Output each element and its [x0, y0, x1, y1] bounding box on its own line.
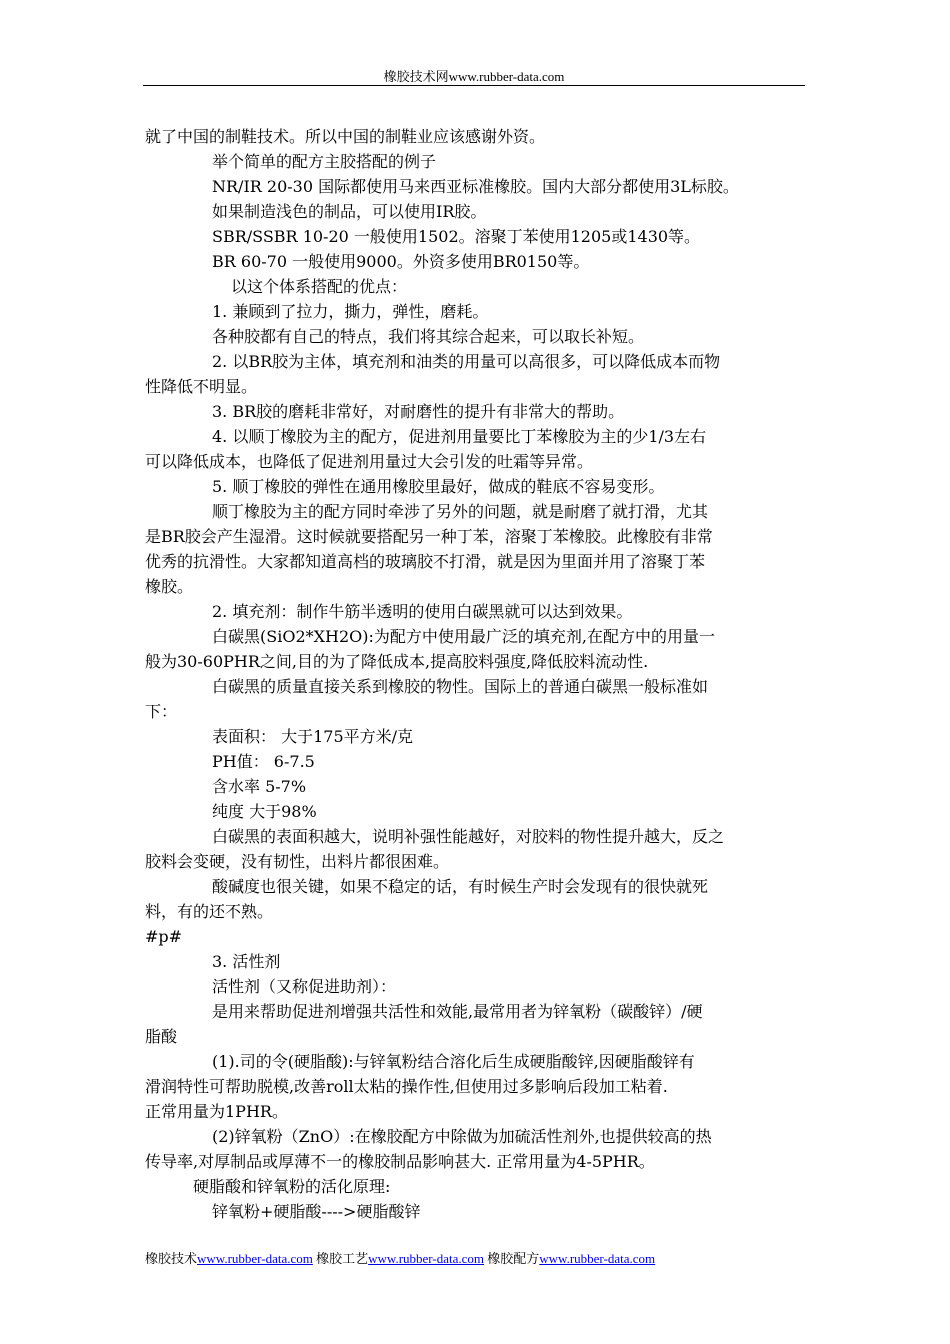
- text-line: 酸碱度也很关键，如果不稳定的话，有时候生产时会发现有的很快就死: [212, 877, 709, 896]
- text-line: 1. 兼顾到了拉力，撕力，弹性，磨耗。: [212, 302, 489, 321]
- text-line: 以这个体系搭配的优点：: [231, 277, 408, 296]
- text-line: 正常用量为1PHR。: [145, 1102, 288, 1121]
- text-line: 表面积： 大于175平方米/克: [212, 727, 414, 746]
- text-line: (1).司的令(硬脂酸):与锌氧粉结合溶化后生成硬脂酸锌,因硬脂酸锌有: [212, 1052, 695, 1071]
- text-line: (2)锌氧粉（ZnO）:在橡胶配方中除做为加硫活性剂外,也提供较高的热: [212, 1127, 712, 1146]
- text-line: 性降低不明显。: [145, 377, 258, 396]
- text-line: SBR/SSBR 10-20 一般使用1502。溶聚丁苯使用1205或1430等。: [212, 227, 701, 246]
- text-line: BR 60-70 一般使用9000。外资多使用BR0150等。: [212, 252, 590, 271]
- text-line: 硬脂酸和锌氧粉的活化原理:: [193, 1177, 391, 1196]
- text-line: 脂酸: [145, 1027, 178, 1046]
- text-line: 就了中国的制鞋技术。所以中国的制鞋业应该感谢外资。: [145, 127, 546, 146]
- text-line: 锌氧粉+硬脂酸---->硬脂酸锌: [212, 1202, 421, 1221]
- text-line: 下：: [145, 702, 178, 721]
- text-line: 传导率,对厚制品或厚薄不一的橡胶制品影响甚大. 正常用量为4-5PHR。: [145, 1152, 655, 1171]
- footer-label: 橡胶配方: [487, 1251, 540, 1266]
- text-line: 2. 填充剂：制作牛筋半透明的使用白碳黑就可以达到效果。: [212, 602, 633, 621]
- text-line: 4. 以顺丁橡胶为主的配方，促进剂用量要比丁苯橡胶为主的少1/3左右: [212, 427, 707, 446]
- text-line: #p#: [145, 927, 183, 946]
- text-line: 可以降低成本，也降低了促进剂用量过大会引发的吐霜等异常。: [145, 452, 594, 471]
- text-line: 滑润特性可帮助脱模,改善roll太粘的操作性,但使用过多影响后段加工粘着.: [145, 1077, 668, 1096]
- text-line: 胶料会变硬，没有韧性，出料片都很困难。: [145, 852, 450, 871]
- text-line: 般为30-60PHR之间,目的为了降低成本,提高胶料强度,降低胶料流动性.: [145, 652, 649, 671]
- text-line: 如果制造浅色的制品，可以使用IR胶。: [212, 202, 487, 221]
- text-line: 3. BR胶的磨耗非常好，对耐磨性的提升有非常大的帮助。: [212, 402, 625, 421]
- text-line: 各种胶都有自己的特点，我们将其综合起来，可以取长补短。: [212, 327, 645, 346]
- text-line: 活性剂（又称促进助剂）：: [212, 977, 397, 996]
- text-line: 是用来帮助促进剂增强共活性和效能,最常用者为锌氧粉（碳酸锌）/硬: [212, 1002, 703, 1021]
- footer-label: 橡胶技术: [145, 1251, 198, 1266]
- page-header: 橡胶技术网www.rubber-data.com: [383, 69, 565, 84]
- page-footer: [145, 1248, 655, 1267]
- footer-link-rubber-tech[interactable]: www.rubber-data.com: [197, 1251, 313, 1266]
- text-line: 2. 以BR胶为主体，填充剂和油类的用量可以高很多，可以降低成本而物: [212, 352, 721, 371]
- text-line: 纯度 大于98%: [212, 802, 317, 821]
- footer-link-rubber-process[interactable]: www.rubber-data.com: [368, 1251, 484, 1266]
- text-line: 顺丁橡胶为主的配方同时牵涉了另外的问题，就是耐磨了就打滑，尤其: [212, 502, 709, 521]
- text-line: 优秀的抗滑性。大家都知道高档的玻璃胶不打滑，就是因为里面并用了溶聚丁苯: [145, 552, 706, 571]
- text-line: NR/IR 20-30 国际都使用马来西亚标准橡胶。国内大部分都使用3L标胶。: [212, 177, 739, 196]
- text-line: 是BR胶会产生湿滑。这时候就要搭配另一种丁苯，溶聚丁苯橡胶。此橡胶有非常: [145, 527, 713, 546]
- text-line: 含水率 5-7%: [212, 777, 307, 796]
- text-line: 料，有的还不熟。: [145, 902, 274, 921]
- text-line: 3. 活性剂: [212, 952, 281, 971]
- text-line: 5. 顺丁橡胶的弹性在通用橡胶里最好，做成的鞋底不容易变形。: [212, 477, 665, 496]
- text-line: 白碳黑的表面积越大，说明补强性能越好，对胶料的物性提升越大，反之: [212, 827, 725, 846]
- header-rule: [143, 85, 805, 86]
- text-line: PH值： 6-7.5: [212, 752, 315, 771]
- text-line: 白碳黑的质量直接关系到橡胶的物性。国际上的普通白碳黑一般标准如: [212, 677, 709, 696]
- text-line: 橡胶。: [145, 577, 194, 596]
- text-line: 白碳黑(SiO2*XH2O):为配方中使用最广泛的填充剂,在配方中的用量一: [212, 627, 715, 646]
- footer-label: 橡胶工艺: [316, 1251, 369, 1266]
- footer-link-rubber-formula[interactable]: www.rubber-data.com: [539, 1251, 656, 1266]
- text-line: 举个简单的配方主胶搭配的例子: [212, 152, 437, 171]
